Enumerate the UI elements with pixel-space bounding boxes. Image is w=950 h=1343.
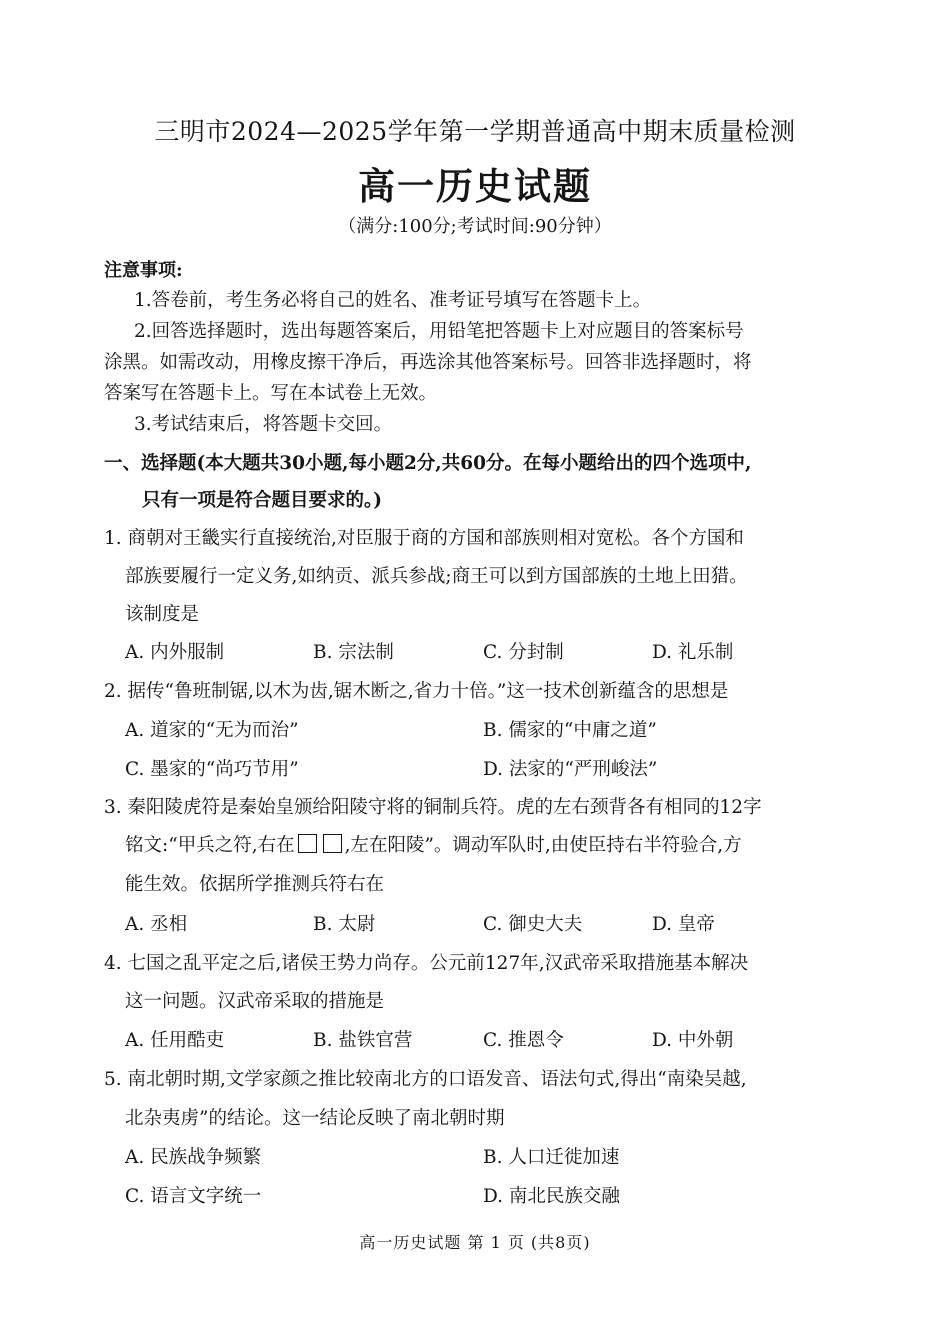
question-4-text: 这一问题。汉武帝采取的措施是 bbox=[125, 991, 385, 1012]
question-1-option-b: B. 宗法制 bbox=[313, 642, 394, 663]
question-5-text: 北杂夷虏”的结论。这一结论反映了南北朝时期 bbox=[125, 1108, 505, 1129]
question-1-text: 该制度是 bbox=[125, 604, 200, 625]
blank-box-icon bbox=[323, 834, 342, 853]
question-1-text: 1. 商朝对王畿实行直接统治,对臣服于商的方国和部族则相对宽松。各个方国和 bbox=[104, 528, 744, 549]
question-3-option-c: C. 御史大夫 bbox=[483, 914, 583, 935]
question-3-text-after: ,左在阳陵”。调动军队时,由使臣持右半符验合,方 bbox=[344, 835, 742, 856]
question-4-option-b: B. 盐铁官营 bbox=[313, 1030, 413, 1051]
section-heading-cont: 只有一项是符合题目要求的。) bbox=[142, 490, 383, 511]
notice-heading: 注意事项: bbox=[104, 260, 183, 281]
question-3-text: 能生效。依据所学推测兵符右在 bbox=[125, 874, 385, 895]
subject-title: 高一历史试题 bbox=[358, 164, 592, 208]
question-3-text bbox=[125, 831, 742, 857]
question-1-option-c: C. 分封制 bbox=[483, 642, 564, 663]
question-5-option-b: B. 人口迁徙加速 bbox=[483, 1147, 620, 1168]
question-2-option-b: B. 儒家的“中庸之道” bbox=[483, 720, 657, 741]
question-3-option-d: D. 皇帝 bbox=[652, 914, 715, 935]
question-4-option-d: D. 中外朝 bbox=[652, 1030, 734, 1051]
question-1-option-d: D. 礼乐制 bbox=[652, 642, 734, 663]
question-5-option-a: A. 民族战争频繁 bbox=[125, 1147, 262, 1168]
question-4-option-a: A. 任用酷吏 bbox=[125, 1030, 225, 1051]
notice-line: 2.回答选择题时，选出每题答案后，用铅笔把答题卡上对应题目的答案标号 bbox=[134, 321, 744, 342]
blank-box-icon bbox=[298, 834, 317, 853]
page-footer: 高一历史试题 第 1 页 (共8页) bbox=[359, 1233, 591, 1252]
notice-line: 3.考试结束后，将答题卡交回。 bbox=[134, 414, 393, 435]
score-info: （满分:100分;考试时间:90分钟） bbox=[338, 216, 612, 237]
notice-line: 涂黑。如需改动，用橡皮擦干净后，再选涂其他答案标号。回答非选择题时，将 bbox=[104, 352, 752, 373]
section-heading: 一、选择题(本大题共30小题,每小题2分,共60分。在每小题给出的四个选项中, bbox=[104, 453, 752, 474]
notice-line: 1.答卷前，考生务必将自己的姓名、准考证号填写在答题卡上。 bbox=[134, 290, 652, 311]
question-2-text: 2. 据传“鲁班制锯,以木为齿,锯木断之,省力十倍。”这一技术创新蕴含的思想是 bbox=[104, 681, 729, 702]
question-4-option-c: C. 推恩令 bbox=[483, 1030, 564, 1051]
question-2-option-d: D. 法家的“严刑峻法” bbox=[483, 759, 658, 780]
question-2-option-a: A. 道家的“无为而治” bbox=[125, 720, 299, 741]
question-1-option-a: A. 内外服制 bbox=[125, 642, 225, 663]
question-5-option-d: D. 南北民族交融 bbox=[483, 1186, 620, 1207]
question-5-text: 5. 南北朝时期,文学家颜之推比较南北方的口语发音、语法句式,得出“南染吴越, bbox=[104, 1069, 747, 1090]
question-1-text: 部族要履行一定义务,如纳贡、派兵参战;商王可以到方国部族的土地上田猎。 bbox=[125, 566, 748, 587]
question-5-option-c: C. 语言文字统一 bbox=[125, 1186, 262, 1207]
question-4-text: 4. 七国之乱平定之后,诸侯王势力尚存。公元前127年,汉武帝采取措施基本解决 bbox=[104, 953, 749, 974]
question-2-option-c: C. 墨家的“尚巧节用” bbox=[125, 759, 299, 780]
notice-line: 答案写在答题卡上。写在本试卷上无效。 bbox=[104, 383, 438, 404]
question-3-option-b: B. 太尉 bbox=[313, 914, 376, 935]
question-3-text-before: 铭文:“甲兵之符,右在 bbox=[125, 835, 295, 856]
question-3-option-a: A. 丞相 bbox=[125, 914, 188, 935]
question-3-text: 3. 秦阳陵虎符是秦始皇颁给阳陵守将的铜制兵符。虎的左右颈背各有相同的12字 bbox=[104, 797, 762, 818]
exam-title: 三明市2024—2025学年第一学期普通高中期末质量检测 bbox=[154, 117, 796, 146]
